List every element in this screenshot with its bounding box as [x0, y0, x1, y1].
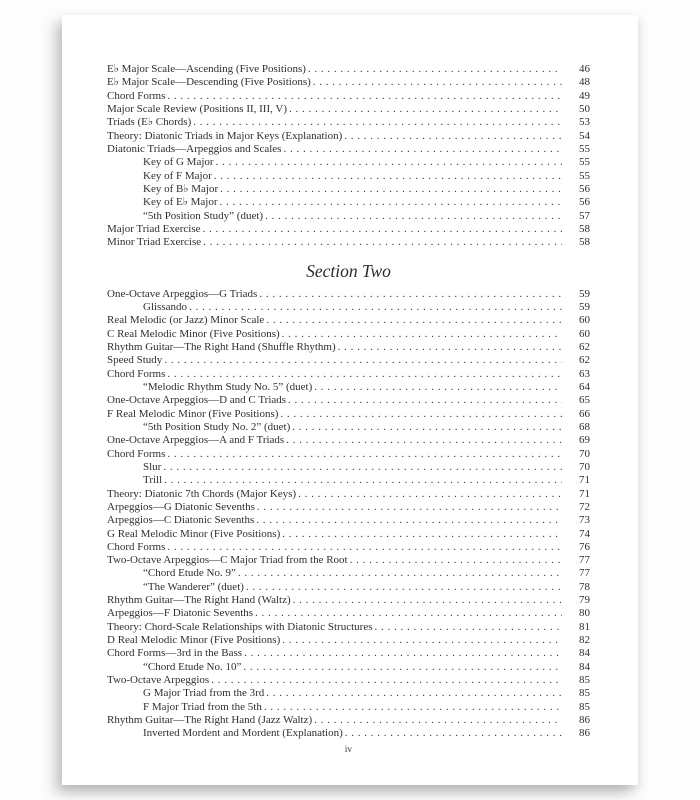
toc-entry-page-number: 60 — [579, 314, 590, 327]
toc-entry-title: One-Octave Arpeggios—G Triads — [107, 287, 258, 300]
toc-entry-title: Triads (E♭ Chords) — [107, 116, 192, 129]
toc-row — [107, 288, 590, 301]
dot-leader — [266, 314, 562, 327]
dot-leader — [282, 528, 562, 541]
toc-entry-title: Key of E♭ Major — [143, 196, 218, 209]
dot-leader — [189, 301, 562, 314]
dot-leader — [214, 170, 562, 183]
toc-entry-page-number: 69 — [579, 434, 590, 447]
dot-leader — [246, 581, 562, 594]
dot-leader — [164, 354, 562, 367]
toc-entry-page-number: 84 — [579, 647, 590, 660]
toc-row — [107, 554, 590, 567]
toc-entry-page-number: 53 — [579, 116, 590, 129]
dot-leader — [282, 634, 562, 647]
toc-row — [107, 647, 590, 660]
toc-entry-page-number: 48 — [579, 76, 590, 89]
toc-row — [107, 634, 590, 647]
toc-entry-title: D Real Melodic Minor (Five Positions) — [107, 634, 281, 647]
dot-leader — [345, 727, 562, 740]
toc-entry-page-number: 63 — [579, 367, 590, 380]
toc-row — [107, 196, 590, 209]
toc-entry-page-number: 73 — [579, 514, 590, 527]
toc-entry-title: C Real Melodic Minor (Five Positions) — [107, 327, 280, 340]
toc-entry-title: “The Wanderer” (duet) — [143, 580, 244, 593]
dot-leader — [220, 196, 562, 209]
toc-entry-page-number: 80 — [579, 607, 590, 620]
toc-entry-page-number: 56 — [579, 182, 590, 195]
dot-leader — [308, 63, 562, 76]
dot-leader — [167, 448, 562, 461]
toc-entry-page-number: 86 — [579, 714, 590, 727]
toc-row — [107, 354, 590, 367]
toc-entry-page-number: 74 — [579, 527, 590, 540]
toc-row — [107, 448, 590, 461]
toc-entry-page-number: 59 — [579, 287, 590, 300]
toc-row — [107, 116, 590, 129]
dot-leader — [338, 341, 562, 354]
toc-entry-title: “5th Position Study No. 2” (duet) — [143, 420, 291, 433]
dot-leader — [163, 461, 562, 474]
toc-entry-page-number: 58 — [579, 222, 590, 235]
toc-entry-page-number: 72 — [579, 500, 590, 513]
toc-entry-title: Real Melodic (or Jazz) Minor Scale — [107, 314, 265, 327]
toc-entry-title: Arpeggios—F Diatonic Sevenths — [107, 607, 254, 620]
toc-entry-page-number: 66 — [579, 407, 590, 420]
folio-page-number: iv — [344, 744, 353, 755]
toc-row — [107, 541, 590, 554]
toc-entry-title: Rhythm Guitar—The Right Hand (Shuffle Rhythm) — [107, 340, 336, 353]
toc-entry-page-number: 70 — [579, 460, 590, 473]
toc-row — [107, 434, 590, 447]
dot-leader — [314, 381, 562, 394]
toc-row — [107, 328, 590, 341]
toc-entry-page-number: 81 — [579, 620, 590, 633]
toc-entry-page-number: 58 — [579, 236, 590, 249]
toc-entry-title: Trill — [143, 474, 163, 487]
toc-entry-title: G Major Triad from the 3rd — [143, 687, 265, 700]
dot-leader — [167, 368, 562, 381]
toc-entry-page-number: 71 — [579, 474, 590, 487]
toc-entry-page-number: 77 — [579, 567, 590, 580]
toc-entry-title: Two-Octave Arpeggios—C Major Triad from the Root — [107, 554, 348, 567]
toc-entry-title: F Real Melodic Minor (Five Positions) — [107, 407, 279, 420]
toc-entry-page-number: 85 — [579, 687, 590, 700]
toc-row — [107, 701, 590, 714]
toc-row — [107, 314, 590, 327]
toc-entry-title: One-Octave Arpeggios—A and F Triads — [107, 434, 285, 447]
toc-entry-title: Key of B♭ Major — [143, 182, 219, 195]
toc-entry-page-number: 68 — [579, 420, 590, 433]
dot-leader — [255, 607, 562, 620]
toc-entry-page-number: 71 — [579, 487, 590, 500]
dot-leader — [216, 156, 562, 169]
dot-leader — [244, 647, 562, 660]
toc-entry-page-number: 55 — [579, 169, 590, 182]
toc-entry-title: Slur — [143, 460, 162, 473]
toc-row — [107, 461, 590, 474]
dot-leader — [164, 474, 562, 487]
toc-row — [107, 130, 590, 143]
toc-entry-page-number: 60 — [579, 327, 590, 340]
toc-row — [107, 381, 590, 394]
toc-entry-title: “Melodic Rhythm Study No. 5” (duet) — [143, 380, 313, 393]
dot-leader — [293, 594, 562, 607]
dot-leader — [264, 701, 562, 714]
toc-row — [107, 514, 590, 527]
toc-entry-page-number: 46 — [579, 63, 590, 75]
dot-leader — [282, 328, 562, 341]
toc-section-two-entries — [107, 288, 590, 741]
toc-entry-title: Key of F Major — [143, 169, 212, 182]
toc-entry-title: Theory: Chord-Scale Relationships with Diatonic Structures — [107, 620, 373, 633]
toc-entry-title: Theory: Diatonic Triads in Major Keys (Explanation) — [107, 129, 343, 142]
toc-row — [107, 76, 590, 89]
toc-row — [107, 488, 590, 501]
toc-entry-title: Key of G Major — [143, 156, 214, 169]
toc-entry-page-number: 70 — [579, 447, 590, 460]
dot-leader — [259, 288, 562, 301]
toc-entry-page-number: 77 — [579, 554, 590, 567]
toc-row — [107, 581, 590, 594]
toc-entry-title: One-Octave Arpeggios—D and C Triads — [107, 394, 287, 407]
dot-leader — [257, 501, 562, 514]
toc-row — [107, 421, 590, 434]
toc-row — [107, 170, 590, 183]
toc-row — [107, 607, 590, 620]
toc-entry-page-number: 76 — [579, 540, 590, 553]
toc-entry-title: Inverted Mordent and Mordent (Explanation) — [143, 727, 343, 740]
dot-leader — [344, 130, 562, 143]
dot-leader — [292, 421, 562, 434]
toc-row — [107, 408, 590, 421]
toc-entry-page-number: 50 — [579, 102, 590, 115]
toc-row — [107, 183, 590, 196]
dot-leader — [266, 687, 562, 700]
toc-row — [107, 236, 590, 249]
toc-row — [107, 103, 590, 116]
toc-row — [107, 63, 590, 76]
dot-leader — [243, 661, 562, 674]
toc-row — [107, 594, 590, 607]
toc-row — [107, 501, 590, 514]
toc-row — [107, 687, 590, 700]
toc-entry-page-number: 82 — [579, 634, 590, 647]
dot-leader — [286, 434, 562, 447]
toc-entry-page-number: 55 — [579, 142, 590, 155]
toc-entry-page-number: 57 — [579, 209, 590, 222]
toc-entry-page-number: 85 — [579, 700, 590, 713]
toc-entry-title: E♭ Major Scale—Ascending (Five Positions) — [107, 63, 306, 75]
dot-leader — [193, 116, 562, 129]
toc-entry-title: Two-Octave Arpeggios — [107, 674, 210, 687]
toc-entry-title: “5th Position Study” (duet) — [143, 209, 264, 222]
toc-row — [107, 528, 590, 541]
toc-entry-page-number: 56 — [579, 196, 590, 209]
book-page — [62, 15, 638, 785]
dot-leader — [203, 236, 562, 249]
toc-row — [107, 156, 590, 169]
dot-leader — [211, 674, 562, 687]
toc-entry-title: Chord Forms—3rd in the Bass — [107, 647, 243, 660]
dot-leader — [314, 714, 562, 727]
toc-entry-title: E♭ Major Scale—Descending (Five Positions) — [107, 76, 311, 89]
dot-leader — [313, 76, 562, 89]
toc-entry-page-number: 86 — [579, 727, 590, 740]
toc-entry-title: Major Triad Exercise — [107, 222, 201, 235]
toc-entry-page-number: 64 — [579, 380, 590, 393]
dot-leader — [374, 621, 562, 634]
toc-row — [107, 394, 590, 407]
dot-leader — [265, 210, 562, 223]
toc-entry-page-number: 84 — [579, 660, 590, 673]
dot-leader — [280, 408, 562, 421]
toc-entry-title: Glissando — [143, 300, 187, 313]
toc-entry-page-number: 59 — [579, 300, 590, 313]
toc-entry-title: Arpeggios—C Diatonic Sevenths — [107, 514, 255, 527]
toc-section-one-entries — [107, 63, 590, 250]
toc-row — [107, 210, 590, 223]
toc-row — [107, 90, 590, 103]
toc-entry-title: Speed Study — [107, 354, 163, 367]
toc-entry-title: “Chord Etude No. 10” — [143, 660, 242, 673]
toc-entry-page-number: 49 — [579, 89, 590, 102]
toc-entry-title: Theory: Diatonic 7th Chords (Major Keys) — [107, 487, 297, 500]
toc-entry-title: G Real Melodic Minor (Five Positions) — [107, 527, 281, 540]
toc-row — [107, 727, 590, 740]
toc-entry-page-number: 78 — [579, 580, 590, 593]
toc-entry-title: F Major Triad from the 5th — [143, 700, 262, 713]
toc-entry-title: Diatonic Triads—Arpeggios and Scales — [107, 142, 282, 155]
toc-entry-page-number: 65 — [579, 394, 590, 407]
toc-row — [107, 223, 590, 236]
toc-entry-title: Chord Forms — [107, 447, 166, 460]
toc-row — [107, 567, 590, 580]
toc-row — [107, 621, 590, 634]
dot-leader — [238, 567, 562, 580]
toc-entry-title: Chord Forms — [107, 367, 166, 380]
toc-row — [107, 674, 590, 687]
dot-leader — [289, 103, 562, 116]
toc-row — [107, 301, 590, 314]
toc-row — [107, 143, 590, 156]
toc-entry-page-number: 62 — [579, 340, 590, 353]
toc-entry-title: Major Scale Review (Positions II, III, V) — [107, 102, 288, 115]
toc-entry-title: Chord Forms — [107, 540, 166, 553]
toc-row — [107, 714, 590, 727]
toc-entry-page-number: 85 — [579, 674, 590, 687]
table-of-contents — [107, 63, 590, 755]
toc-entry-title: Rhythm Guitar—The Right Hand (Waltz) — [107, 594, 291, 607]
section-heading: Section Two — [306, 260, 391, 281]
toc-entry-title: Arpeggios—G Diatonic Sevenths — [107, 500, 255, 513]
dot-leader — [283, 143, 562, 156]
toc-entry-title: Rhythm Guitar—The Right Hand (Jazz Waltz) — [107, 714, 313, 727]
dot-leader — [202, 223, 562, 236]
toc-entry-title: “Chord Etude No. 9” — [143, 567, 236, 580]
dot-leader — [167, 90, 562, 103]
dot-leader — [350, 554, 562, 567]
toc-entry-page-number: 54 — [579, 129, 590, 142]
dot-leader — [288, 394, 562, 407]
toc-row — [107, 368, 590, 381]
dot-leader — [298, 488, 562, 501]
toc-row — [107, 474, 590, 487]
toc-entry-page-number: 79 — [579, 594, 590, 607]
toc-entry-page-number: 55 — [579, 156, 590, 169]
toc-entry-page-number: 62 — [579, 354, 590, 367]
toc-row — [107, 341, 590, 354]
toc-entry-title: Chord Forms — [107, 89, 166, 102]
dot-leader — [220, 183, 562, 196]
dot-leader — [167, 541, 562, 554]
toc-row — [107, 661, 590, 674]
dot-leader — [256, 514, 562, 527]
toc-entry-title: Minor Triad Exercise — [107, 236, 202, 249]
